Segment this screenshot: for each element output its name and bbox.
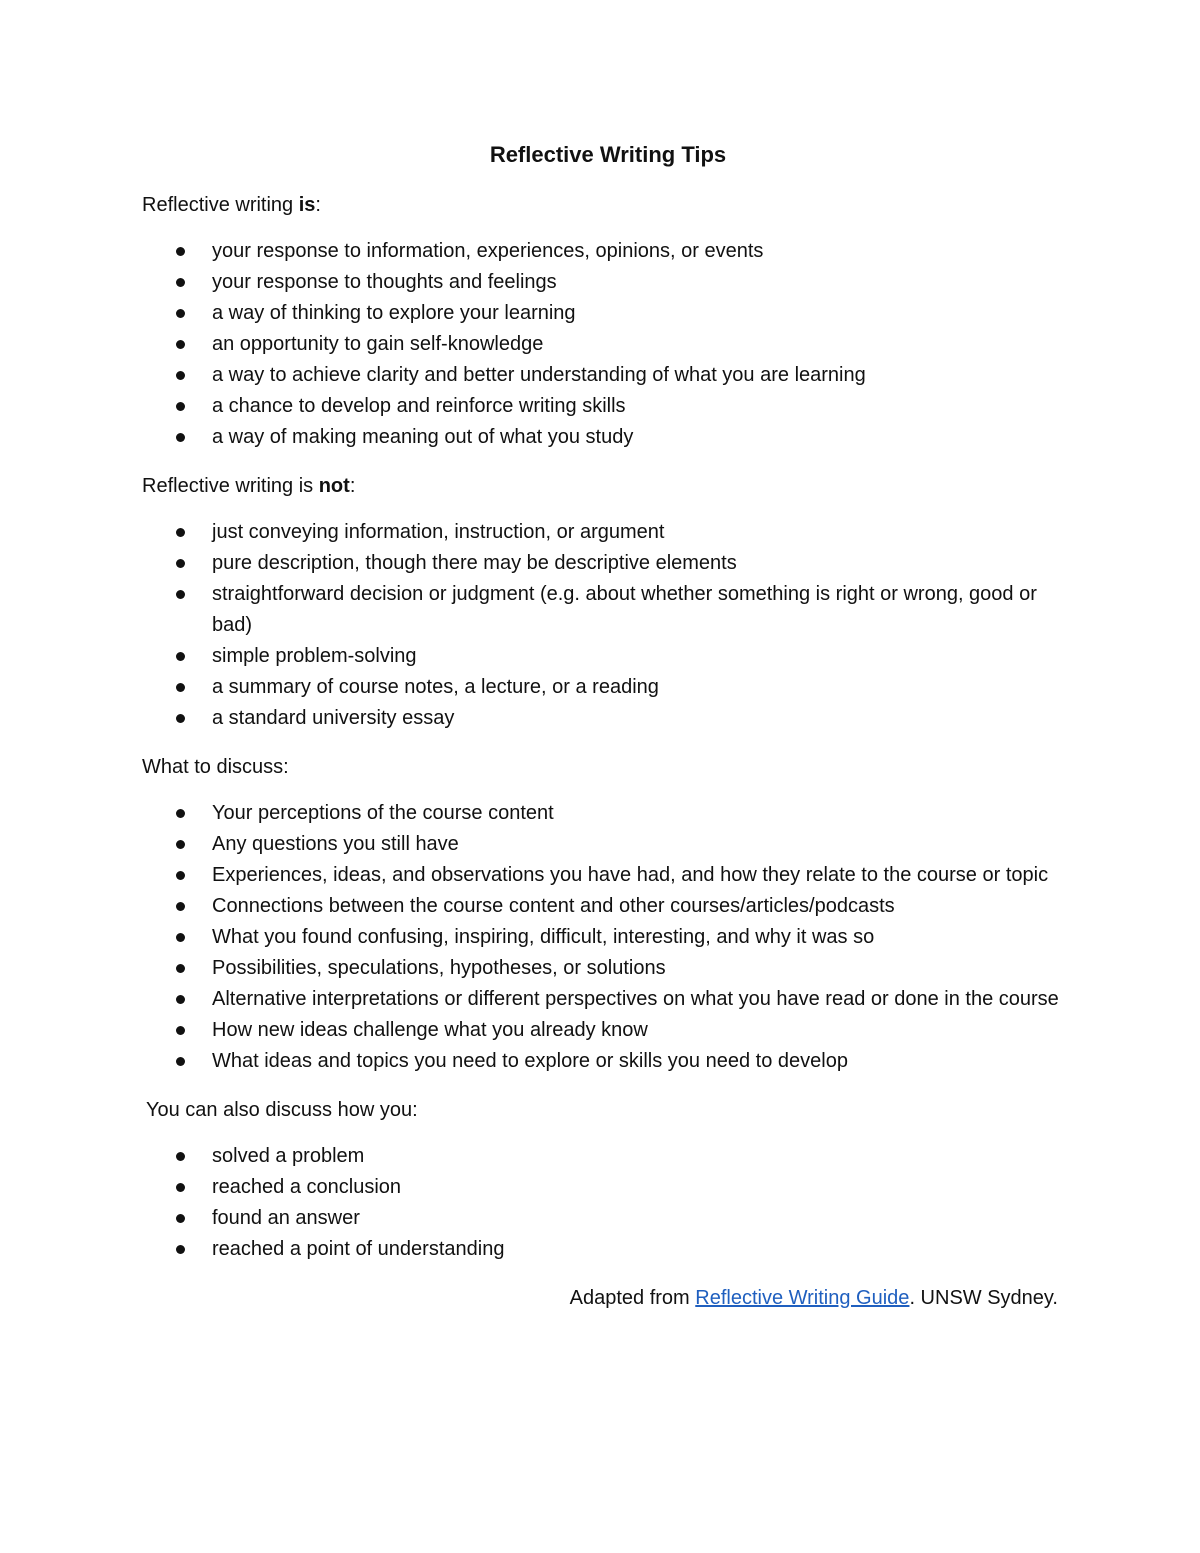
list-item xyxy=(142,267,1062,298)
section-label xyxy=(142,190,1062,220)
attribution-suffix: . UNSW Sydney. xyxy=(909,1287,1058,1309)
list-item xyxy=(142,1141,1062,1172)
label-prefix: You can also discuss how you: xyxy=(146,1099,418,1121)
bullet-icon xyxy=(176,652,185,661)
label-prefix: Reflective writing is xyxy=(142,475,319,497)
label-emphasis: is xyxy=(298,194,316,216)
bullet-icon xyxy=(176,683,185,692)
list-item-text: your response to information, experiences, opinions, or events xyxy=(212,240,764,262)
list-item xyxy=(142,922,1062,953)
section-what-to-discuss xyxy=(142,752,1062,1077)
label-prefix: What to discuss: xyxy=(142,756,289,778)
section-is-not xyxy=(142,471,1062,734)
bullet-icon xyxy=(176,1152,185,1161)
label-suffix: : xyxy=(349,475,356,497)
section-label xyxy=(142,752,1062,782)
bullet-icon xyxy=(176,1057,185,1066)
bullet-icon xyxy=(176,1026,185,1035)
label-prefix: Reflective writing xyxy=(142,194,299,216)
reflective-writing-guide-link[interactable]: Reflective Writing Guide xyxy=(695,1287,910,1309)
list-item xyxy=(142,860,1062,891)
bullet-icon xyxy=(176,590,185,599)
list-item xyxy=(142,829,1062,860)
list-item xyxy=(142,548,1062,579)
bullet-list xyxy=(142,236,1062,453)
bullet-icon xyxy=(176,1245,185,1254)
list-item-text: straightforward decision or judgment (e.g. about whether something is right or wrong, good or bad) xyxy=(212,583,1037,636)
list-item xyxy=(142,360,1062,391)
section-is xyxy=(142,190,1062,453)
bullet-icon xyxy=(176,809,185,818)
bullet-icon xyxy=(176,995,185,1004)
list-item-text: Any questions you still have xyxy=(212,833,459,855)
list-item xyxy=(142,1172,1062,1203)
list-item xyxy=(142,1203,1062,1234)
list-item-text: a chance to develop and reinforce writing skills xyxy=(212,395,626,417)
list-item xyxy=(142,579,1062,641)
list-item xyxy=(142,1234,1062,1265)
list-item-text: solved a problem xyxy=(212,1145,365,1167)
bullet-icon xyxy=(176,902,185,911)
list-item xyxy=(142,236,1062,267)
list-item-text: your response to thoughts and feelings xyxy=(212,271,557,293)
bullet-icon xyxy=(176,340,185,349)
bullet-icon xyxy=(176,840,185,849)
list-item xyxy=(142,984,1062,1015)
list-item-text: How new ideas challenge what you already know xyxy=(212,1019,648,1041)
list-item-text: What you found confusing, inspiring, difficult, interesting, and why it was so xyxy=(212,926,875,948)
list-item xyxy=(142,298,1062,329)
section-also-discuss xyxy=(142,1095,1062,1265)
bullet-icon xyxy=(176,714,185,723)
list-item-text: Alternative interpretations or different perspectives on what you have read or done in the course xyxy=(212,988,1059,1010)
bullet-icon xyxy=(176,371,185,380)
label-emphasis: not xyxy=(318,475,350,497)
list-item xyxy=(142,1015,1062,1046)
list-item-text: Your perceptions of the course content xyxy=(212,802,554,824)
list-item xyxy=(142,891,1062,922)
list-item-text: reached a point of understanding xyxy=(212,1238,505,1260)
list-item-text: Possibilities, speculations, hypotheses, or solutions xyxy=(212,957,666,979)
list-item xyxy=(142,329,1062,360)
list-item-text: reached a conclusion xyxy=(212,1176,402,1198)
list-item xyxy=(142,422,1062,453)
list-item-text: a way to achieve clarity and better understanding of what you are learning xyxy=(212,364,866,386)
bullet-list xyxy=(142,1141,1062,1265)
bullet-icon xyxy=(176,1214,185,1223)
list-item-text: a way of making meaning out of what you study xyxy=(212,426,634,448)
bullet-icon xyxy=(176,528,185,537)
list-item xyxy=(142,641,1062,672)
list-item xyxy=(142,672,1062,703)
section-label xyxy=(142,471,1062,501)
list-item-text: an opportunity to gain self-knowledge xyxy=(212,333,544,355)
list-item xyxy=(142,703,1062,734)
list-item-text: pure description, though there may be descriptive elements xyxy=(212,552,737,574)
list-item xyxy=(142,953,1062,984)
list-item xyxy=(142,1046,1062,1077)
bullet-list xyxy=(142,798,1062,1077)
list-item-text: just conveying information, instruction, or argument xyxy=(212,521,665,543)
bullet-icon xyxy=(176,402,185,411)
list-item-text: Experiences, ideas, and observations you have had, and how they relate to the course or topic xyxy=(212,864,1049,886)
bullet-list xyxy=(142,517,1062,734)
attribution xyxy=(142,1283,1062,1313)
bullet-icon xyxy=(176,433,185,442)
list-item-text: found an answer xyxy=(212,1207,360,1229)
list-item-text: a standard university essay xyxy=(212,707,455,729)
list-item xyxy=(142,798,1062,829)
attribution-prefix: Adapted from xyxy=(569,1287,696,1309)
label-suffix: : xyxy=(315,194,321,216)
bullet-icon xyxy=(176,559,185,568)
bullet-icon xyxy=(176,309,185,318)
bullet-icon xyxy=(176,964,185,973)
bullet-icon xyxy=(176,933,185,942)
section-label xyxy=(142,1095,1062,1125)
bullet-icon xyxy=(176,871,185,880)
bullet-icon xyxy=(176,278,185,287)
list-item-text: Connections between the course content and other courses/articles/podcasts xyxy=(212,895,895,917)
list-item-text: a summary of course notes, a lecture, or a reading xyxy=(212,676,659,698)
page-title: Reflective Writing Tips xyxy=(489,142,727,167)
bullet-icon xyxy=(176,247,185,256)
list-item-text: What ideas and topics you need to explore or skills you need to develop xyxy=(212,1050,848,1072)
list-item-text: a way of thinking to explore your learning xyxy=(212,302,576,324)
bullet-icon xyxy=(176,1183,185,1192)
list-item xyxy=(142,391,1062,422)
list-item-text: simple problem-solving xyxy=(212,645,417,667)
list-item xyxy=(142,517,1062,548)
document-page xyxy=(142,140,1062,1313)
